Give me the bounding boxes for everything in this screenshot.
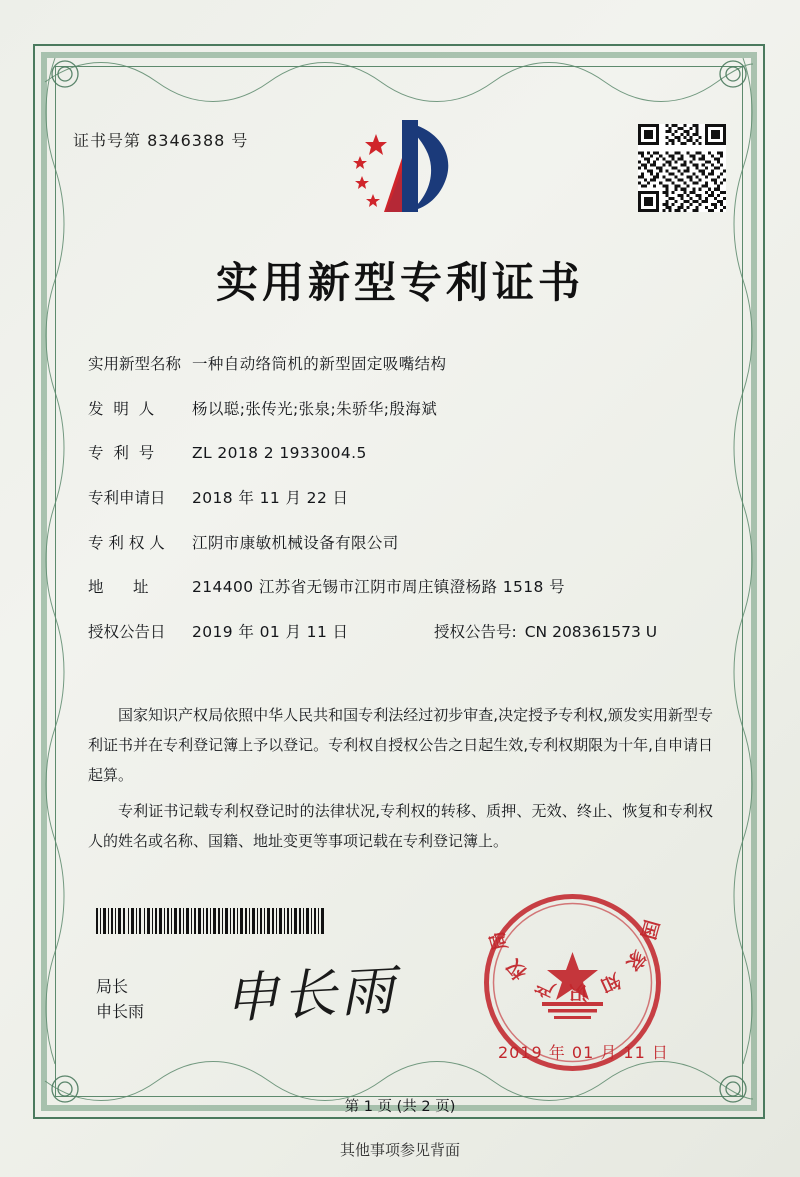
field-label: 专利申请日 [88, 488, 166, 507]
field-value: 2018 年 11 月 22 日 [192, 488, 349, 507]
paragraph: 专利证书记载专利权登记时的法律状况,专利权的转移、质押、无效、终止、恢复和专利权人的姓名或名称、国籍、地址变更等事项记载在专利登记簿上。 [88, 802, 713, 850]
field-value: 214400 江苏省无锡市江阴市周庄镇澄杨路 1518 号 [192, 578, 565, 597]
cnipa-emblem-icon [340, 112, 460, 222]
director-title: 局长 [96, 977, 129, 996]
field-row [88, 354, 718, 374]
director-block [96, 975, 144, 1025]
field-value: 杨以聪;张传光;张泉;朱骄华;殷海斌 [192, 399, 438, 418]
body-text [88, 700, 713, 862]
handwritten-signature: 申长雨 [222, 958, 400, 1031]
field-label: 实用新型名称 [88, 355, 182, 373]
field-row [88, 399, 718, 419]
certificate-number: 证书号第 8346388 号 [73, 131, 249, 150]
field-row [88, 488, 718, 508]
field-value: 一种自动络筒机的新型固定吸嘴结构 [192, 355, 447, 373]
field-row [88, 577, 718, 597]
field-label: 发 明 人 [88, 399, 155, 418]
field-row [88, 443, 718, 463]
qr-code-icon [638, 124, 726, 212]
director-name: 申长雨 [96, 1001, 145, 1021]
field-label: 地 址 [88, 578, 149, 597]
grant-date-label: 授权公告日 [88, 622, 166, 641]
field-list [88, 354, 718, 666]
grant-number-label: 授权公告号: [434, 622, 517, 641]
barcode-icon [96, 908, 324, 934]
page-indicator: 第 1 页 (共 2 页) [344, 1099, 456, 1115]
seal-date: 2019 年 01 月 11 日 [498, 1043, 669, 1062]
field-value: 江阴市康敏机械设备有限公司 [192, 533, 399, 552]
field-value: ZL 2018 2 1933004.5 [192, 444, 367, 463]
paragraph: 国家知识产权局依照中华人民共和国专利法经过初步审查,决定授予专利权,颁发实用新型专利证书并在专利登记簿上予以登记。专利权自授权公告之日起生效,专利权期限为十年,自申请日起算。 [88, 706, 713, 784]
svg-text:国家知识产权局: 国家知识产权局 [482, 917, 663, 1003]
field-row [88, 533, 718, 553]
grant-row [88, 622, 718, 642]
grant-number-value: CN 208361573 U [524, 622, 658, 641]
grant-date-value: 2019 年 01 月 11 日 [192, 622, 349, 641]
field-label: 专 利 权 人 [88, 533, 165, 552]
page-title: 实用新型专利证书 [215, 258, 584, 307]
footer-note: 其他事项参见背面 [339, 1141, 460, 1159]
field-label: 专 利 号 [88, 444, 155, 463]
